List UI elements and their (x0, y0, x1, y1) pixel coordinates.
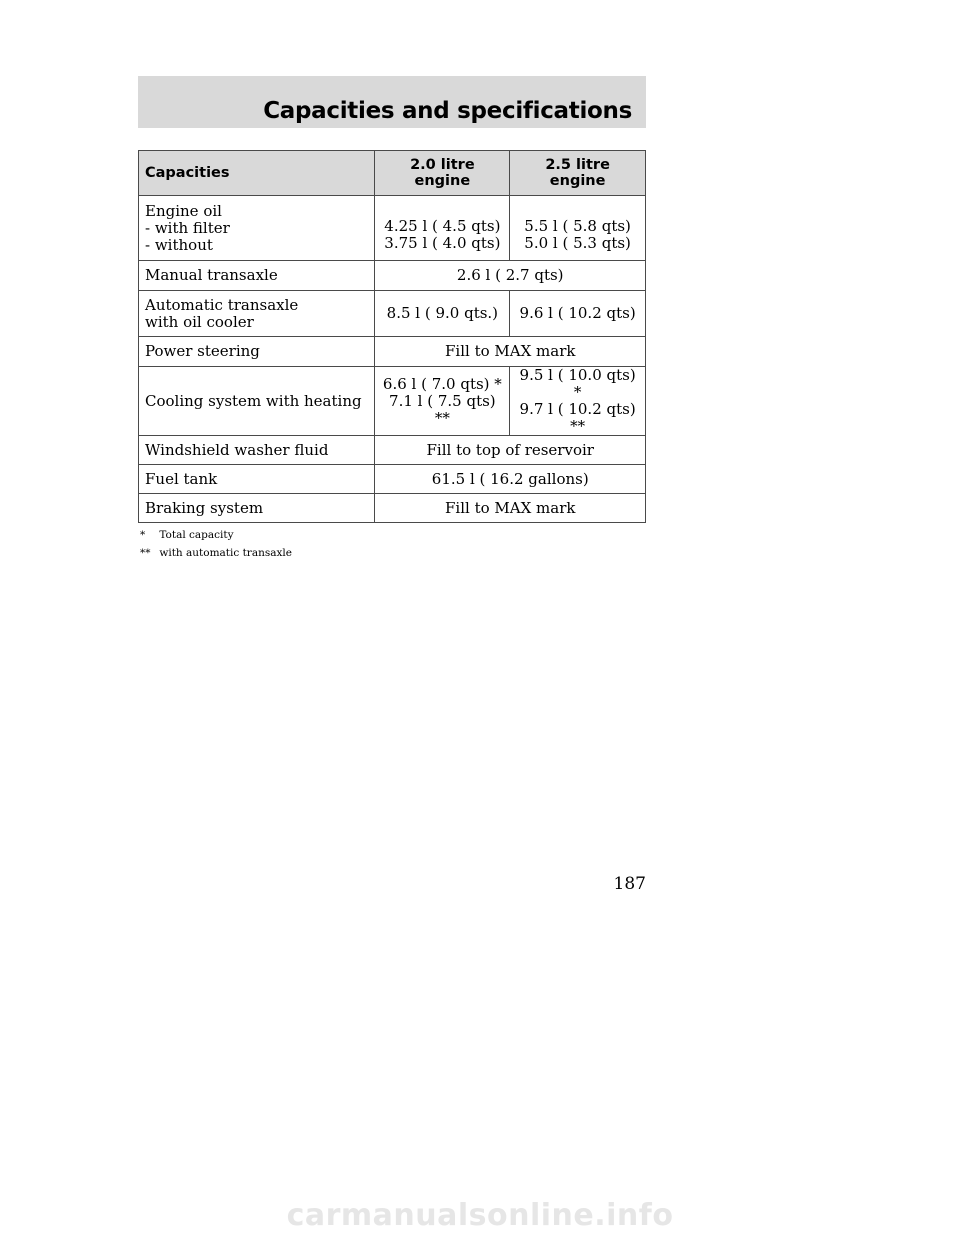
row-label-manual-transaxle: Manual transaxle (139, 261, 375, 291)
capacities-table (138, 150, 646, 523)
cooling-system-2-0: 6.6 l ( 7.0 qts) * 7.1 l ( 7.5 qts) ** (375, 367, 510, 436)
footnote-mark: ** (140, 547, 151, 559)
column-header-2-0-engine: 2.0 litre engine (375, 151, 510, 196)
table-row (139, 196, 646, 261)
row-label-engine-oil: Engine oil - with filter - without (139, 196, 375, 261)
table-row (139, 436, 646, 465)
fuel-tank-value: 61.5 l ( 16.2 gallons) (375, 465, 646, 494)
table-row (139, 291, 646, 337)
cooling-system-2-5: 9.5 l ( 10.0 qts) * 9.7 l ( 10.2 qts) ** (510, 367, 646, 436)
section-title: Capacities and specifications (263, 98, 632, 124)
page-number: 187 (613, 874, 646, 894)
braking-system-value: Fill to MAX mark (375, 494, 646, 523)
table-row (139, 465, 646, 494)
table-header-row (139, 151, 646, 196)
row-label-braking-system: Braking system (139, 494, 375, 523)
automatic-transaxle-2-0: 8.5 l ( 9.0 qts.) (375, 291, 510, 337)
footnote-text: Total capacity (159, 529, 234, 541)
watermark: carmanualsonline.info (286, 1198, 674, 1233)
automatic-transaxle-2-5: 9.6 l ( 10.2 qts) (510, 291, 646, 337)
footnote (140, 526, 292, 544)
row-label-cooling-system: Cooling system with heating (139, 367, 375, 436)
table-row (139, 367, 646, 436)
row-label-windshield-washer: Windshield washer fluid (139, 436, 375, 465)
row-label-power-steering: Power steering (139, 337, 375, 367)
engine-oil-2-5: 5.5 l ( 5.8 qts) 5.0 l ( 5.3 qts) (510, 196, 646, 261)
table-row (139, 494, 646, 523)
table-row (139, 337, 646, 367)
column-header-capacities: Capacities (139, 151, 375, 196)
manual-transaxle-value: 2.6 l ( 2.7 qts) (375, 261, 646, 291)
footnote (140, 544, 292, 562)
power-steering-value: Fill to MAX mark (375, 337, 646, 367)
footnotes (140, 526, 292, 562)
engine-oil-2-0: 4.25 l ( 4.5 qts) 3.75 l ( 4.0 qts) (375, 196, 510, 261)
table-row (139, 261, 646, 291)
footnote-mark: * (140, 529, 146, 541)
row-label-automatic-transaxle: Automatic transaxle with oil cooler (139, 291, 375, 337)
row-label-fuel-tank: Fuel tank (139, 465, 375, 494)
windshield-washer-value: Fill to top of reservoir (375, 436, 646, 465)
section-header (138, 76, 646, 128)
column-header-2-5-engine: 2.5 litre engine (510, 151, 646, 196)
footnote-text: with automatic transaxle (159, 547, 292, 559)
